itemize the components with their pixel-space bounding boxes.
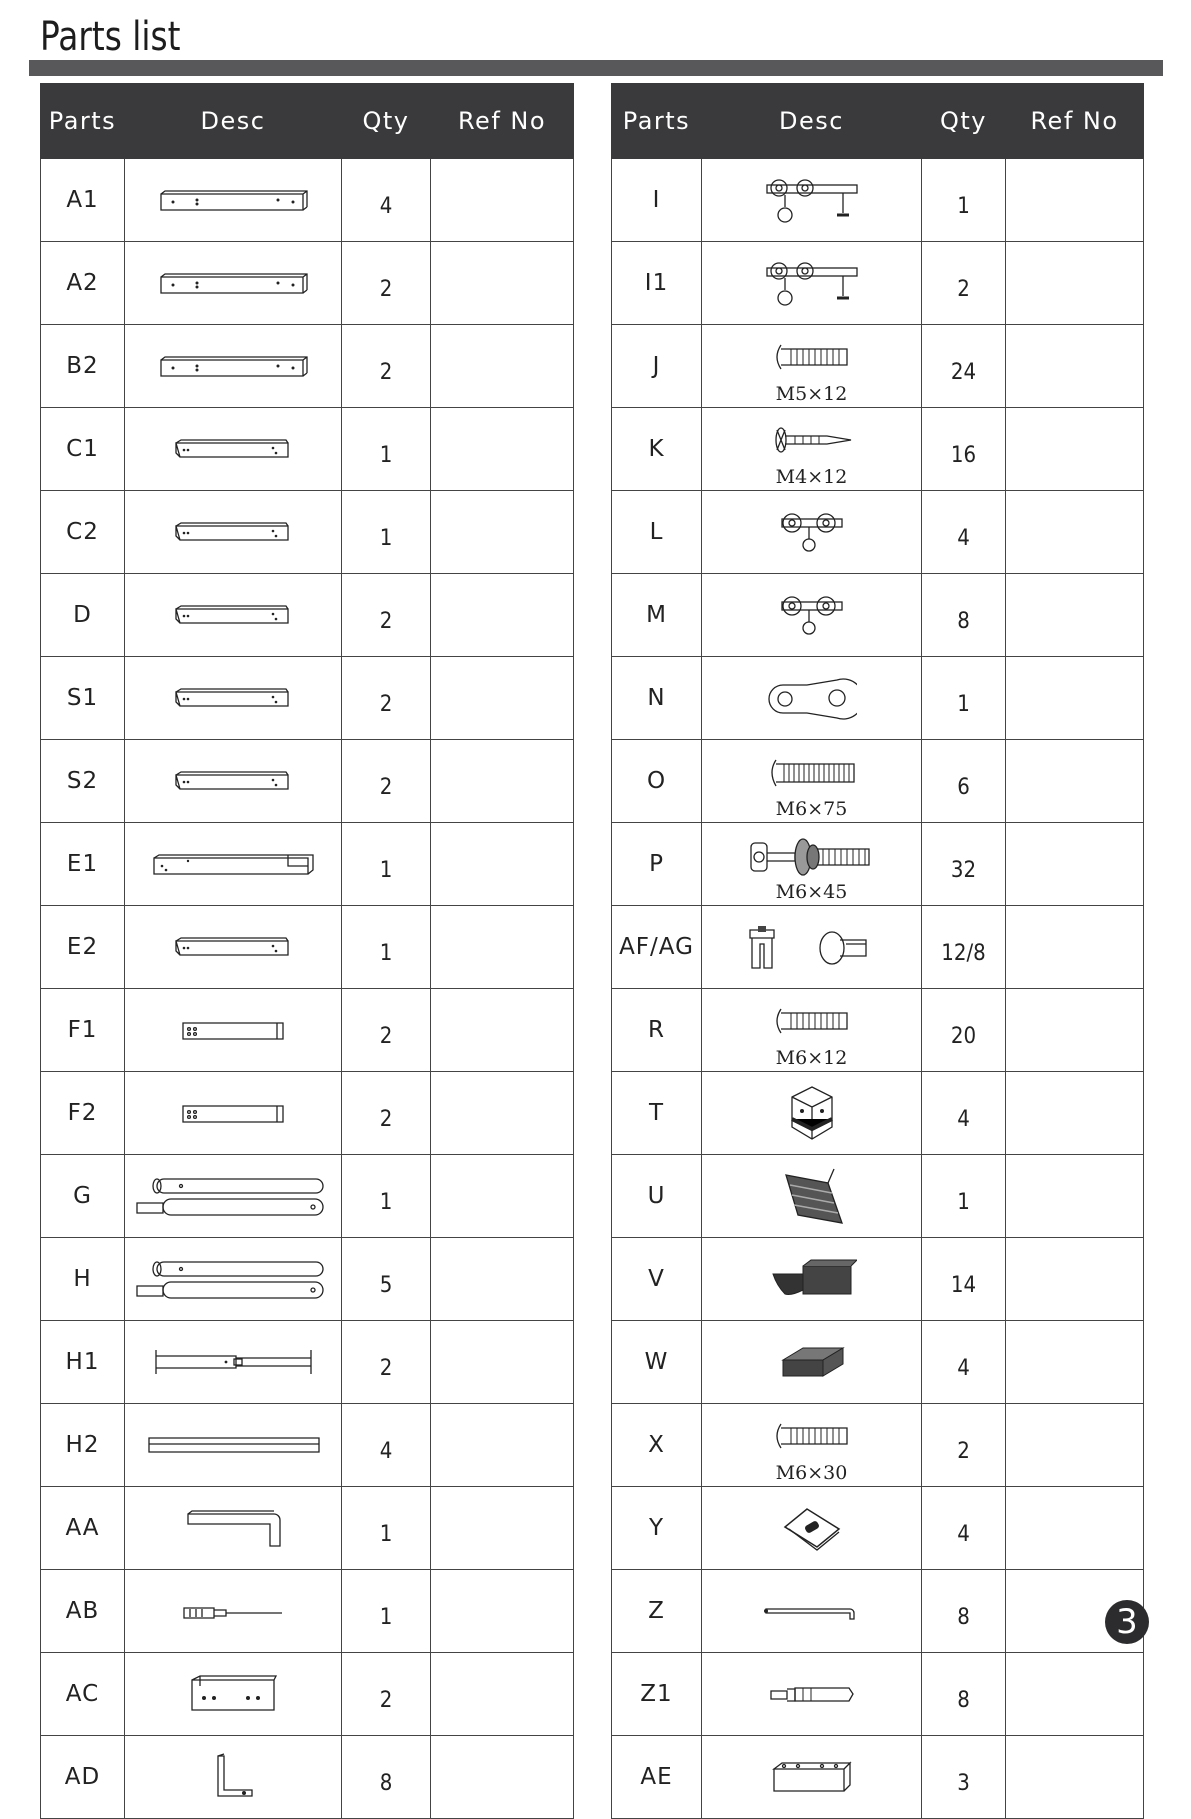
quantity: 2 xyxy=(342,1321,431,1404)
ref-no-cell xyxy=(431,1238,574,1321)
quantity: 4 xyxy=(342,159,431,242)
table-row xyxy=(41,1570,574,1653)
table-row xyxy=(612,242,1144,325)
ref-no-cell xyxy=(1006,574,1144,657)
quantity: 8 xyxy=(922,1570,1006,1653)
quantity: 2 xyxy=(922,242,1006,325)
quantity: 12/8 xyxy=(922,906,1006,989)
wood-screw-icon xyxy=(702,422,921,462)
table-row xyxy=(41,242,574,325)
part-code: E2 xyxy=(41,906,125,989)
part-code: AE xyxy=(612,1736,702,1819)
quantity: 2 xyxy=(342,1072,431,1155)
table-row xyxy=(612,491,1144,574)
part-illustration-cell xyxy=(702,989,922,1072)
part-illustration-cell xyxy=(702,325,922,408)
short-beam-icon xyxy=(125,1013,341,1047)
part-code: U xyxy=(612,1155,702,1238)
table-row xyxy=(41,159,574,242)
part-illustration-cell xyxy=(125,989,342,1072)
quantity: 2 xyxy=(342,657,431,740)
table-row xyxy=(612,1570,1144,1653)
part-illustration-cell xyxy=(125,906,342,989)
ref-no-cell xyxy=(431,1570,574,1653)
bracket-beam-icon xyxy=(125,763,341,799)
screwdriver-icon xyxy=(125,1596,341,1626)
roller-icon xyxy=(702,507,921,557)
part-illustration-cell xyxy=(702,823,922,906)
roller-hanger-icon xyxy=(702,258,921,308)
part-illustration-cell xyxy=(702,1155,922,1238)
part-illustration-cell xyxy=(125,408,342,491)
header-desc: Desc xyxy=(702,84,922,159)
ref-no-cell xyxy=(431,1404,574,1487)
ref-no-cell xyxy=(1006,1404,1144,1487)
table-row xyxy=(612,408,1144,491)
table-row xyxy=(41,1736,574,1819)
ref-no-cell xyxy=(1006,1653,1144,1736)
part-illustration-cell xyxy=(702,657,922,740)
beam-icon xyxy=(125,263,341,303)
ref-no-cell xyxy=(431,574,574,657)
ref-no-cell xyxy=(1006,823,1144,906)
ref-no-cell xyxy=(431,989,574,1072)
ref-no-cell xyxy=(431,906,574,989)
quantity: 2 xyxy=(342,1653,431,1736)
quantity: 14 xyxy=(922,1238,1006,1321)
part-illustration-cell xyxy=(125,1072,342,1155)
part-illustration-cell xyxy=(702,159,922,242)
part-code: V xyxy=(612,1238,702,1321)
table-row xyxy=(41,325,574,408)
part-code: AD xyxy=(41,1736,125,1819)
mounting-block-icon xyxy=(702,1759,921,1795)
part-code: I1 xyxy=(612,242,702,325)
part-illustration-cell xyxy=(702,1736,922,1819)
ref-no-cell xyxy=(431,1072,574,1155)
ref-no-cell xyxy=(431,823,574,906)
part-illustration-cell xyxy=(702,1072,922,1155)
part-illustration-cell xyxy=(125,1321,342,1404)
ref-no-cell xyxy=(431,325,574,408)
angle-bracket-icon xyxy=(125,1672,341,1716)
quantity: 16 xyxy=(922,408,1006,491)
part-code: AF/AG xyxy=(612,906,702,989)
quantity: 3 xyxy=(922,1736,1006,1819)
ref-no-cell xyxy=(431,1487,574,1570)
part-code: P xyxy=(612,823,702,906)
ref-no-cell xyxy=(431,1653,574,1736)
ref-no-cell xyxy=(1006,1487,1144,1570)
ref-no-cell xyxy=(431,657,574,740)
table-row xyxy=(41,574,574,657)
bracket-beam-icon xyxy=(125,929,341,965)
brush-strip-icon xyxy=(702,1165,921,1227)
table-row xyxy=(41,740,574,823)
size-label: M6×45 xyxy=(775,881,848,903)
part-illustration-cell xyxy=(125,1653,342,1736)
part-illustration-cell xyxy=(125,1487,342,1570)
part-illustration-cell xyxy=(702,1321,922,1404)
part-illustration-cell xyxy=(702,491,922,574)
corner-block-icon xyxy=(702,1083,921,1143)
quantity: 1 xyxy=(342,906,431,989)
quantity: 1 xyxy=(342,1155,431,1238)
quantity: 2 xyxy=(342,574,431,657)
quantity: 6 xyxy=(922,740,1006,823)
part-code: F2 xyxy=(41,1072,125,1155)
bolt-washer-icon xyxy=(702,837,921,877)
part-code: E1 xyxy=(41,823,125,906)
roller-hanger-icon xyxy=(702,175,921,225)
part-code: I xyxy=(612,159,702,242)
ref-no-cell xyxy=(1006,491,1144,574)
part-code: N xyxy=(612,657,702,740)
quantity: 1 xyxy=(922,1155,1006,1238)
ref-no-cell xyxy=(431,491,574,574)
long-beam-icon xyxy=(125,846,341,882)
page-number-badge: 3 xyxy=(1105,1600,1149,1644)
quantity: 1 xyxy=(342,1487,431,1570)
ref-no-cell xyxy=(431,408,574,491)
part-code: H2 xyxy=(41,1404,125,1487)
part-code: X xyxy=(612,1404,702,1487)
roller-icon xyxy=(702,590,921,640)
short-beam-icon xyxy=(125,1096,341,1130)
quantity: 2 xyxy=(342,242,431,325)
table-row xyxy=(41,906,574,989)
part-code: D xyxy=(41,574,125,657)
ref-no-cell xyxy=(1006,159,1144,242)
screw-icon xyxy=(702,1418,921,1458)
table-row xyxy=(612,1736,1144,1819)
part-illustration-cell xyxy=(702,1238,922,1321)
ref-no-cell xyxy=(1006,1238,1144,1321)
ref-no-cell xyxy=(1006,242,1144,325)
part-illustration-cell xyxy=(702,574,922,657)
quantity: 1 xyxy=(922,657,1006,740)
beam-icon xyxy=(125,180,341,220)
ref-no-cell xyxy=(431,242,574,325)
size-label: M6×75 xyxy=(775,798,848,820)
part-code: Z1 xyxy=(612,1653,702,1736)
table-row xyxy=(612,1238,1144,1321)
quantity: 4 xyxy=(922,491,1006,574)
part-code: S2 xyxy=(41,740,125,823)
part-illustration-cell xyxy=(702,242,922,325)
table-row xyxy=(41,1487,574,1570)
table-row xyxy=(612,906,1144,989)
header-row xyxy=(612,84,1144,159)
part-code: B2 xyxy=(41,325,125,408)
quantity: 2 xyxy=(342,325,431,408)
quantity: 8 xyxy=(922,574,1006,657)
table-row xyxy=(612,1321,1144,1404)
telescopic-rod-icon xyxy=(125,1344,341,1380)
part-code: M xyxy=(612,574,702,657)
part-code: R xyxy=(612,989,702,1072)
part-illustration-cell xyxy=(125,1404,342,1487)
header-parts: Parts xyxy=(41,84,125,159)
page-title: Parts list xyxy=(40,14,181,60)
part-code: A1 xyxy=(41,159,125,242)
part-illustration-cell xyxy=(702,740,922,823)
quantity: 2 xyxy=(922,1404,1006,1487)
table-row xyxy=(41,1238,574,1321)
table-row xyxy=(41,823,574,906)
part-illustration-cell xyxy=(125,1155,342,1238)
ref-no-cell xyxy=(431,740,574,823)
header-ref-no: Ref No xyxy=(431,84,574,159)
quantity: 20 xyxy=(922,989,1006,1072)
quantity: 2 xyxy=(342,989,431,1072)
guide-plate-icon xyxy=(702,1503,921,1553)
quantity: 8 xyxy=(342,1736,431,1819)
part-illustration-cell xyxy=(125,242,342,325)
part-illustration-cell xyxy=(125,1736,342,1819)
ref-no-cell xyxy=(1006,408,1144,491)
part-code: L xyxy=(612,491,702,574)
part-code: H xyxy=(41,1238,125,1321)
ref-no-cell xyxy=(1006,1321,1144,1404)
part-code: K xyxy=(612,408,702,491)
long-bolt-icon xyxy=(702,756,921,792)
rail-icon xyxy=(125,1430,341,1460)
stopper-icon xyxy=(702,673,921,723)
title-underline-bar xyxy=(29,60,1163,76)
part-code: G xyxy=(41,1155,125,1238)
quantity: 8 xyxy=(922,1653,1006,1736)
parts-table-left xyxy=(40,83,574,1819)
table-row xyxy=(41,408,574,491)
part-code: C2 xyxy=(41,491,125,574)
table-row xyxy=(612,657,1144,740)
table-row xyxy=(41,657,574,740)
part-illustration-cell xyxy=(702,408,922,491)
part-illustration-cell xyxy=(125,657,342,740)
table-row xyxy=(612,1404,1144,1487)
l-bracket-icon xyxy=(125,1752,341,1802)
table-row xyxy=(41,491,574,574)
table-row xyxy=(41,1404,574,1487)
small-key-icon xyxy=(702,1601,921,1621)
quantity: 1 xyxy=(342,1570,431,1653)
bracket-beam-icon xyxy=(125,597,341,633)
part-illustration-cell xyxy=(125,574,342,657)
bracket-beam-icon xyxy=(125,680,341,716)
quantity: 24 xyxy=(922,325,1006,408)
size-label: M6×30 xyxy=(775,1462,848,1484)
table-row xyxy=(612,740,1144,823)
header-qty: Qty xyxy=(342,84,431,159)
part-illustration-cell xyxy=(702,906,922,989)
ref-no-cell xyxy=(431,159,574,242)
part-illustration-cell xyxy=(702,1570,922,1653)
part-code: W xyxy=(612,1321,702,1404)
header-desc: Desc xyxy=(125,84,342,159)
ref-no-cell xyxy=(431,1155,574,1238)
header-row xyxy=(41,84,574,159)
quantity: 4 xyxy=(922,1487,1006,1570)
part-illustration-cell xyxy=(125,740,342,823)
part-code: Z xyxy=(612,1570,702,1653)
quantity: 5 xyxy=(342,1238,431,1321)
ref-no-cell xyxy=(1006,1736,1144,1819)
part-code: C1 xyxy=(41,408,125,491)
part-illustration-cell xyxy=(125,823,342,906)
quantity: 4 xyxy=(922,1321,1006,1404)
ref-no-cell xyxy=(431,1321,574,1404)
bracket-beam-icon xyxy=(125,514,341,550)
table-row xyxy=(612,159,1144,242)
beam-icon xyxy=(125,346,341,386)
part-code: S1 xyxy=(41,657,125,740)
ref-no-cell xyxy=(1006,657,1144,740)
part-illustration-cell xyxy=(125,491,342,574)
part-illustration-cell xyxy=(125,1570,342,1653)
table-row xyxy=(41,1321,574,1404)
table-row xyxy=(41,1653,574,1736)
table-row xyxy=(41,1072,574,1155)
quantity: 1 xyxy=(342,823,431,906)
part-code: H1 xyxy=(41,1321,125,1404)
clamp-and-bolt-icon xyxy=(702,922,921,972)
part-code: O xyxy=(612,740,702,823)
quantity: 1 xyxy=(342,491,431,574)
ref-no-cell xyxy=(431,1736,574,1819)
table-row xyxy=(41,1155,574,1238)
part-illustration-cell xyxy=(125,159,342,242)
ref-no-cell xyxy=(1006,325,1144,408)
screw-icon xyxy=(702,1003,921,1043)
part-code: T xyxy=(612,1072,702,1155)
quantity: 1 xyxy=(342,408,431,491)
quantity: 4 xyxy=(922,1072,1006,1155)
allen-key-icon xyxy=(125,1506,341,1550)
table-row xyxy=(612,325,1144,408)
size-label: M4×12 xyxy=(775,466,848,488)
size-label: M5×12 xyxy=(775,383,848,405)
bracket-beam-icon xyxy=(125,431,341,467)
part-code: F1 xyxy=(41,989,125,1072)
screw-icon xyxy=(702,339,921,379)
part-illustration-cell xyxy=(125,325,342,408)
pad-icon xyxy=(702,1342,921,1382)
table-row xyxy=(612,1487,1144,1570)
part-illustration-cell xyxy=(702,1404,922,1487)
part-code: A2 xyxy=(41,242,125,325)
part-illustration-cell xyxy=(125,1238,342,1321)
table-row xyxy=(612,1072,1144,1155)
tube-pair-icon xyxy=(125,1256,341,1302)
parts-table-right xyxy=(611,83,1144,1819)
table-row xyxy=(612,989,1144,1072)
size-label: M6×12 xyxy=(775,1047,848,1069)
part-code: AA xyxy=(41,1487,125,1570)
part-code: AC xyxy=(41,1653,125,1736)
table-row xyxy=(41,989,574,1072)
quantity: 1 xyxy=(922,159,1006,242)
ref-no-cell xyxy=(1006,1072,1144,1155)
part-illustration-cell xyxy=(702,1487,922,1570)
part-illustration-cell xyxy=(702,1653,922,1736)
ref-no-cell xyxy=(1006,1155,1144,1238)
table-row xyxy=(612,1155,1144,1238)
part-code: J xyxy=(612,325,702,408)
header-ref-no: Ref No xyxy=(1006,84,1144,159)
ref-no-cell xyxy=(1006,906,1144,989)
table-row xyxy=(612,1653,1144,1736)
quantity: 32 xyxy=(922,823,1006,906)
table-row xyxy=(612,823,1144,906)
part-code: Y xyxy=(612,1487,702,1570)
part-code: AB xyxy=(41,1570,125,1653)
guide-block-icon xyxy=(702,1256,921,1302)
header-qty: Qty xyxy=(922,84,1006,159)
ref-no-cell xyxy=(1006,989,1144,1072)
table-row xyxy=(612,574,1144,657)
header-parts: Parts xyxy=(612,84,702,159)
tube-pair-icon xyxy=(125,1173,341,1219)
ref-no-cell xyxy=(1006,740,1144,823)
quantity: 2 xyxy=(342,740,431,823)
quantity: 4 xyxy=(342,1404,431,1487)
